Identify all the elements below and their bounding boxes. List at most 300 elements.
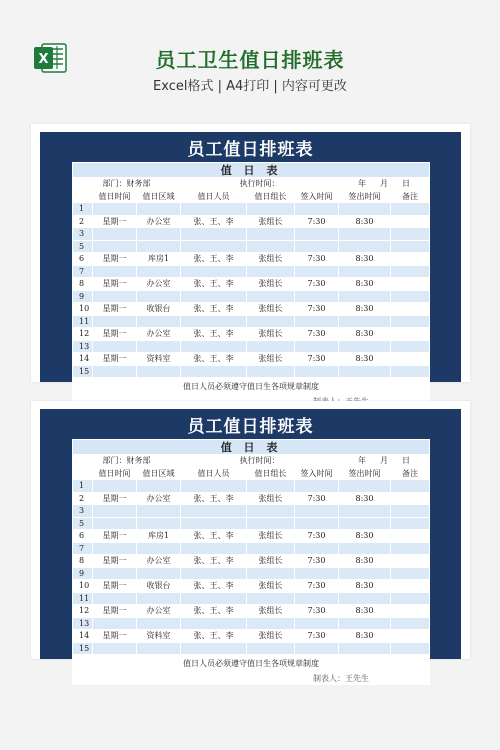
cell-area <box>137 617 181 630</box>
sheet-canvas <box>40 409 461 683</box>
cell-out: 8:30 <box>339 303 391 316</box>
cell-day <box>93 617 137 630</box>
cell-out: 8:30 <box>339 492 391 505</box>
cell-n: 14 <box>73 630 93 643</box>
cell-in: 7:30 <box>295 353 339 366</box>
year-label: 年 <box>358 179 367 189</box>
cell-out <box>339 505 391 518</box>
cell-note <box>391 555 430 568</box>
cell-leader <box>247 480 295 493</box>
cell-n: 14 <box>73 353 93 366</box>
exec-time-label: 执行时间： <box>181 455 339 468</box>
schedule-table <box>72 162 430 408</box>
signer-text: 制表人：王先生 <box>73 672 430 685</box>
cell-day <box>93 228 137 241</box>
cell-day <box>93 315 137 328</box>
column-header: 签出时间 <box>339 190 391 203</box>
cell-leader <box>247 542 295 555</box>
sheet-preview-1 <box>31 124 470 391</box>
month-label: 月 <box>380 179 389 189</box>
cell-area: 办公室 <box>137 215 181 228</box>
cell-in: 7:30 <box>295 215 339 228</box>
cell-note <box>391 605 430 618</box>
cell-note <box>391 203 430 216</box>
cell-out <box>339 240 391 253</box>
cell-day <box>93 203 137 216</box>
cell-day <box>93 567 137 580</box>
table-row <box>73 265 430 278</box>
cell-people: 张、王、李 <box>181 328 247 341</box>
table-row <box>73 278 430 291</box>
cell-leader: 张组长 <box>247 530 295 543</box>
cell-leader <box>247 340 295 353</box>
sheet-preview-2 <box>31 401 470 683</box>
cell-out <box>339 642 391 655</box>
cell-n: 10 <box>73 580 93 593</box>
cell-leader: 张组长 <box>247 303 295 316</box>
rule-text: 值日人员必须遵守值日生各项规章制度 <box>73 378 430 395</box>
cell-n: 15 <box>73 642 93 655</box>
column-header: 签入时间 <box>295 467 339 480</box>
svg-text:X: X <box>38 52 49 67</box>
cell-in <box>295 642 339 655</box>
cell-leader: 张组长 <box>247 555 295 568</box>
cell-area: 库房1 <box>137 253 181 266</box>
cell-in: 7:30 <box>295 492 339 505</box>
cell-day: 星期一 <box>93 303 137 316</box>
cell-note <box>391 480 430 493</box>
table-row <box>73 580 430 593</box>
cell-day <box>93 365 137 378</box>
cell-day <box>93 592 137 605</box>
cell-out: 8:30 <box>339 580 391 593</box>
cell-people <box>181 290 247 303</box>
table-row <box>73 555 430 568</box>
cell-people: 张、王、李 <box>181 605 247 618</box>
cell-day <box>93 480 137 493</box>
cell-area <box>137 290 181 303</box>
cell-in <box>295 517 339 530</box>
cell-in: 7:30 <box>295 303 339 316</box>
cell-in: 7:30 <box>295 328 339 341</box>
cell-in <box>295 617 339 630</box>
cell-out: 8:30 <box>339 328 391 341</box>
cell-area: 办公室 <box>137 605 181 618</box>
column-header: 值日人员 <box>181 190 247 203</box>
cell-n: 2 <box>73 215 93 228</box>
cell-out <box>339 542 391 555</box>
table-row <box>73 517 430 530</box>
sheet-title: 员工值日排班表 <box>187 140 314 160</box>
cell-n: 8 <box>73 278 93 291</box>
cell-leader: 张组长 <box>247 253 295 266</box>
cell-out <box>339 592 391 605</box>
cell-in: 7:30 <box>295 605 339 618</box>
cell-people <box>181 567 247 580</box>
cell-n: 7 <box>73 542 93 555</box>
cell-n: 7 <box>73 265 93 278</box>
table-row <box>73 240 430 253</box>
info-row <box>73 455 430 468</box>
cell-note <box>391 642 430 655</box>
cell-people <box>181 365 247 378</box>
cell-n: 13 <box>73 617 93 630</box>
cell-in: 7:30 <box>295 555 339 568</box>
cell-n: 11 <box>73 592 93 605</box>
cell-out <box>339 365 391 378</box>
cell-area <box>137 542 181 555</box>
cell-n: 10 <box>73 303 93 316</box>
cell-people <box>181 203 247 216</box>
column-header <box>73 190 93 203</box>
schedule-table <box>72 439 430 685</box>
cell-in: 7:30 <box>295 278 339 291</box>
column-header: 签出时间 <box>339 467 391 480</box>
cell-people <box>181 642 247 655</box>
cell-in <box>295 240 339 253</box>
cell-note <box>391 505 430 518</box>
cell-leader: 张组长 <box>247 605 295 618</box>
cell-people <box>181 617 247 630</box>
cell-note <box>391 617 430 630</box>
cell-note <box>391 253 430 266</box>
cell-day <box>93 240 137 253</box>
column-header: 值日区域 <box>137 467 181 480</box>
cell-in <box>295 340 339 353</box>
cell-people: 张、王、李 <box>181 580 247 593</box>
cell-leader <box>247 517 295 530</box>
cell-in <box>295 365 339 378</box>
sign-row <box>73 672 430 685</box>
cell-n: 12 <box>73 328 93 341</box>
cell-n: 8 <box>73 555 93 568</box>
header-row <box>73 190 430 203</box>
table-row <box>73 530 430 543</box>
sheet-title: 员工值日排班表 <box>187 417 314 437</box>
banner-row <box>73 163 430 178</box>
date-fields <box>339 455 430 468</box>
banner-cell: 值 日 表 <box>73 440 430 455</box>
cell-area <box>137 642 181 655</box>
column-header: 值日组长 <box>247 467 295 480</box>
page-title: 员工卫生值日排班表 <box>155 48 345 72</box>
cell-leader: 张组长 <box>247 492 295 505</box>
cell-people <box>181 517 247 530</box>
cell-in <box>295 592 339 605</box>
column-header: 值日时间 <box>93 190 137 203</box>
banner-cell: 值 日 表 <box>73 163 430 178</box>
cell-leader: 张组长 <box>247 215 295 228</box>
cell-note <box>391 542 430 555</box>
cell-note <box>391 228 430 241</box>
cell-note <box>391 580 430 593</box>
cell-people <box>181 340 247 353</box>
cell-note <box>391 303 430 316</box>
table-row <box>73 203 430 216</box>
cell-n: 6 <box>73 530 93 543</box>
cell-n: 13 <box>73 340 93 353</box>
cell-leader <box>247 228 295 241</box>
cell-day: 星期一 <box>93 328 137 341</box>
cell-people <box>181 592 247 605</box>
department-label: 部门：财务部 <box>73 178 181 191</box>
cell-out: 8:30 <box>339 215 391 228</box>
cell-leader <box>247 617 295 630</box>
cell-people: 张、王、李 <box>181 353 247 366</box>
cell-in <box>295 228 339 241</box>
cell-out <box>339 290 391 303</box>
cell-day <box>93 517 137 530</box>
cell-area: 收银台 <box>137 303 181 316</box>
cell-n: 2 <box>73 492 93 505</box>
column-header <box>73 467 93 480</box>
cell-out: 8:30 <box>339 630 391 643</box>
cell-leader <box>247 642 295 655</box>
cell-people <box>181 240 247 253</box>
cell-note <box>391 630 430 643</box>
cell-note <box>391 215 430 228</box>
cell-people <box>181 228 247 241</box>
cell-area <box>137 480 181 493</box>
cell-area: 办公室 <box>137 555 181 568</box>
cell-people <box>181 505 247 518</box>
cell-in <box>295 480 339 493</box>
cell-area <box>137 592 181 605</box>
cell-area <box>137 505 181 518</box>
cell-people: 张、王、李 <box>181 555 247 568</box>
cell-n: 12 <box>73 605 93 618</box>
cell-note <box>391 530 430 543</box>
table-row <box>73 303 430 316</box>
cell-day: 星期一 <box>93 253 137 266</box>
cell-people: 张、王、李 <box>181 492 247 505</box>
month-label: 月 <box>380 456 389 466</box>
column-header: 值日人员 <box>181 467 247 480</box>
cell-day: 星期一 <box>93 278 137 291</box>
cell-in <box>295 265 339 278</box>
cell-leader <box>247 592 295 605</box>
cell-leader <box>247 315 295 328</box>
cell-people: 张、王、李 <box>181 215 247 228</box>
cell-n: 11 <box>73 315 93 328</box>
cell-day: 星期一 <box>93 630 137 643</box>
table-row <box>73 228 430 241</box>
cell-area: 收银台 <box>137 580 181 593</box>
day-label: 日 <box>402 179 411 189</box>
cell-note <box>391 290 430 303</box>
cell-area: 资料室 <box>137 630 181 643</box>
table-row <box>73 315 430 328</box>
header-row <box>73 467 430 480</box>
cell-leader <box>247 505 295 518</box>
cell-leader <box>247 567 295 580</box>
cell-n: 1 <box>73 203 93 216</box>
table-row <box>73 642 430 655</box>
cell-day <box>93 265 137 278</box>
cell-leader: 张组长 <box>247 278 295 291</box>
cell-note <box>391 315 430 328</box>
cell-in <box>295 290 339 303</box>
cell-leader <box>247 365 295 378</box>
cell-n: 9 <box>73 567 93 580</box>
table-row <box>73 353 430 366</box>
column-header: 备注 <box>391 467 430 480</box>
cell-in <box>295 542 339 555</box>
cell-area <box>137 315 181 328</box>
cell-area: 库房1 <box>137 530 181 543</box>
table-row <box>73 480 430 493</box>
table-row <box>73 492 430 505</box>
day-label: 日 <box>402 456 411 466</box>
cell-area: 资料室 <box>137 353 181 366</box>
cell-note <box>391 567 430 580</box>
cell-n: 3 <box>73 505 93 518</box>
cell-area <box>137 340 181 353</box>
table-row <box>73 328 430 341</box>
cell-leader <box>247 265 295 278</box>
cell-out <box>339 480 391 493</box>
cell-area: 办公室 <box>137 492 181 505</box>
table-row <box>73 340 430 353</box>
cell-out <box>339 567 391 580</box>
table-row <box>73 542 430 555</box>
cell-note <box>391 265 430 278</box>
column-header: 备注 <box>391 190 430 203</box>
column-header: 签入时间 <box>295 190 339 203</box>
cell-area <box>137 365 181 378</box>
cell-out: 8:30 <box>339 555 391 568</box>
cell-people: 张、王、李 <box>181 630 247 643</box>
cell-day <box>93 542 137 555</box>
info-row <box>73 178 430 191</box>
cell-in: 7:30 <box>295 253 339 266</box>
cell-out: 8:30 <box>339 278 391 291</box>
cell-day <box>93 505 137 518</box>
table-row <box>73 215 430 228</box>
cell-leader: 张组长 <box>247 630 295 643</box>
table-row <box>73 617 430 630</box>
cell-leader: 张组长 <box>247 328 295 341</box>
cell-in <box>295 505 339 518</box>
cell-day <box>93 340 137 353</box>
cell-out <box>339 315 391 328</box>
cell-n: 3 <box>73 228 93 241</box>
cell-people <box>181 315 247 328</box>
cell-note <box>391 365 430 378</box>
table-row <box>73 290 430 303</box>
rule-row <box>73 655 430 672</box>
cell-in: 7:30 <box>295 630 339 643</box>
cell-in: 7:30 <box>295 530 339 543</box>
cell-people: 张、王、李 <box>181 303 247 316</box>
cell-n: 6 <box>73 253 93 266</box>
cell-day <box>93 642 137 655</box>
cell-out <box>339 517 391 530</box>
cell-day: 星期一 <box>93 215 137 228</box>
cell-people <box>181 542 247 555</box>
cell-in <box>295 315 339 328</box>
cell-note <box>391 278 430 291</box>
cell-leader: 张组长 <box>247 353 295 366</box>
table-row <box>73 567 430 580</box>
cell-area <box>137 265 181 278</box>
cell-leader: 张组长 <box>247 580 295 593</box>
cell-day: 星期一 <box>93 530 137 543</box>
department-label: 部门：财务部 <box>73 455 181 468</box>
cell-people <box>181 480 247 493</box>
cell-out: 8:30 <box>339 530 391 543</box>
table-row <box>73 365 430 378</box>
cell-note <box>391 492 430 505</box>
cell-out: 8:30 <box>339 605 391 618</box>
cell-n: 5 <box>73 240 93 253</box>
cell-area: 办公室 <box>137 278 181 291</box>
table-row <box>73 253 430 266</box>
cell-people <box>181 265 247 278</box>
cell-area <box>137 517 181 530</box>
cell-leader <box>247 203 295 216</box>
year-label: 年 <box>358 456 367 466</box>
cell-day: 星期一 <box>93 580 137 593</box>
date-fields <box>339 178 430 191</box>
cell-n: 5 <box>73 517 93 530</box>
cell-out <box>339 340 391 353</box>
cell-out: 8:30 <box>339 253 391 266</box>
table-row <box>73 605 430 618</box>
cell-note <box>391 353 430 366</box>
cell-area <box>137 240 181 253</box>
column-header: 值日区域 <box>137 190 181 203</box>
table-row <box>73 505 430 518</box>
table-row <box>73 630 430 643</box>
cell-people: 张、王、李 <box>181 278 247 291</box>
cell-in <box>295 203 339 216</box>
cell-out <box>339 203 391 216</box>
cell-day: 星期一 <box>93 555 137 568</box>
cell-out <box>339 617 391 630</box>
cell-day: 星期一 <box>93 492 137 505</box>
cell-in: 7:30 <box>295 580 339 593</box>
cell-day: 星期一 <box>93 605 137 618</box>
column-header: 值日组长 <box>247 190 295 203</box>
cell-people: 张、王、李 <box>181 253 247 266</box>
exec-time-label: 执行时间： <box>181 178 339 191</box>
cell-n: 1 <box>73 480 93 493</box>
cell-n: 15 <box>73 365 93 378</box>
cell-note <box>391 517 430 530</box>
cell-note <box>391 240 430 253</box>
cell-out <box>339 265 391 278</box>
cell-note <box>391 328 430 341</box>
cell-leader <box>247 240 295 253</box>
cell-in <box>295 567 339 580</box>
cell-out: 8:30 <box>339 353 391 366</box>
cell-note <box>391 340 430 353</box>
column-header: 值日时间 <box>93 467 137 480</box>
sheet-canvas <box>40 132 461 391</box>
cell-area: 办公室 <box>137 328 181 341</box>
cell-n: 9 <box>73 290 93 303</box>
cell-area <box>137 228 181 241</box>
rule-row <box>73 378 430 395</box>
cell-area <box>137 203 181 216</box>
table-row <box>73 592 430 605</box>
rule-text: 值日人员必须遵守值日生各项规章制度 <box>73 655 430 672</box>
page-subtitle: Excel格式 | A4打印 | 内容可更改 <box>153 79 347 94</box>
page-header <box>0 0 500 115</box>
cell-out <box>339 228 391 241</box>
cell-leader <box>247 290 295 303</box>
